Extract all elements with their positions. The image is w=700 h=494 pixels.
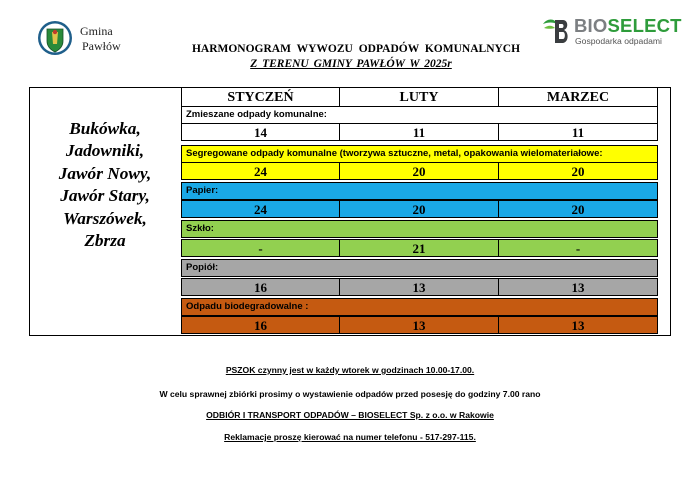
place-name: Warszówek,	[63, 208, 147, 228]
bioselect-mark-icon	[541, 16, 571, 46]
gmina-line-2: Pawłów	[82, 39, 121, 53]
page-title: HARMONOGRAM WYWOZU ODPADÓW KOMUNALNYCH	[191, 43, 521, 55]
date-cell: 13	[498, 278, 658, 296]
page-subtitle: Z TERENU GMINY PAWŁÓW W 2025r	[250, 58, 452, 70]
bioselect-name	[574, 15, 682, 37]
date-cell: -	[181, 239, 340, 257]
logo-name-part-2: SELECT	[607, 15, 682, 36]
places-list	[59, 118, 152, 253]
waste-type-ash: Popiół:	[181, 259, 658, 277]
place-name: Zbrza	[84, 231, 126, 250]
waste-type-segregated: Segregowane odpady komunalne (tworzywa sztuczne, metal, opakowania wielomateriałowe:	[181, 145, 658, 163]
places-cell	[29, 87, 181, 336]
date-cell: 14	[181, 123, 340, 141]
waste-type-biodegradable: Odpadu biodegradowalne :	[181, 298, 658, 316]
date-cell: 11	[339, 123, 499, 141]
logo-tagline: Gospodarka odpadami	[575, 36, 662, 46]
date-cell: 20	[498, 162, 658, 180]
date-cell: 24	[181, 200, 340, 218]
place-name: Jawór Nowy,	[58, 163, 152, 183]
note-complaints-phone: Reklamacje proszę kierować na numer telefonu - 517-297-115.	[224, 432, 476, 442]
date-cell: 16	[181, 316, 340, 334]
date-cell: 13	[339, 278, 499, 296]
note-transport-company: ODBIÓR I TRANSPORT ODPADÓW – BIOSELECT Sp. z o.o. w Rakowie	[206, 410, 494, 420]
waste-type-glass: Szkło:	[181, 220, 658, 238]
note-collection-time: W celu sprawnej zbiórki prosimy o wystawienie odpadów przed posesję do godziny 7.00 rano	[159, 389, 541, 399]
place-name: Jadowniki,	[65, 141, 145, 160]
month-header-march: MARZEC	[498, 87, 658, 107]
date-cell: -	[498, 239, 658, 257]
logo-name-part-1: BIO	[574, 15, 608, 36]
place-name: Jawór Stary,	[60, 186, 150, 205]
note-pszok: PSZOK czynny jest w każdy wtorek w godzinach 10.00-17.00.	[225, 365, 475, 375]
date-cell: 11	[498, 123, 658, 141]
date-cell: 24	[181, 162, 340, 180]
date-cell: 16	[181, 278, 340, 296]
date-cell: 13	[498, 316, 658, 334]
place-name: Bukówka,	[69, 118, 141, 138]
date-cell: 20	[339, 200, 499, 218]
month-header-february: LUTY	[339, 87, 499, 107]
date-cell: 20	[498, 200, 658, 218]
waste-type-paper: Papier:	[181, 182, 658, 200]
date-cell: 21	[339, 239, 499, 257]
waste-type-mixed: Zmieszane odpady komunalne:	[181, 106, 658, 124]
month-header-january: STYCZEŃ	[181, 87, 340, 107]
date-cell: 13	[339, 316, 499, 334]
gmina-line-1: Gmina	[80, 24, 113, 38]
date-cell: 20	[339, 162, 499, 180]
